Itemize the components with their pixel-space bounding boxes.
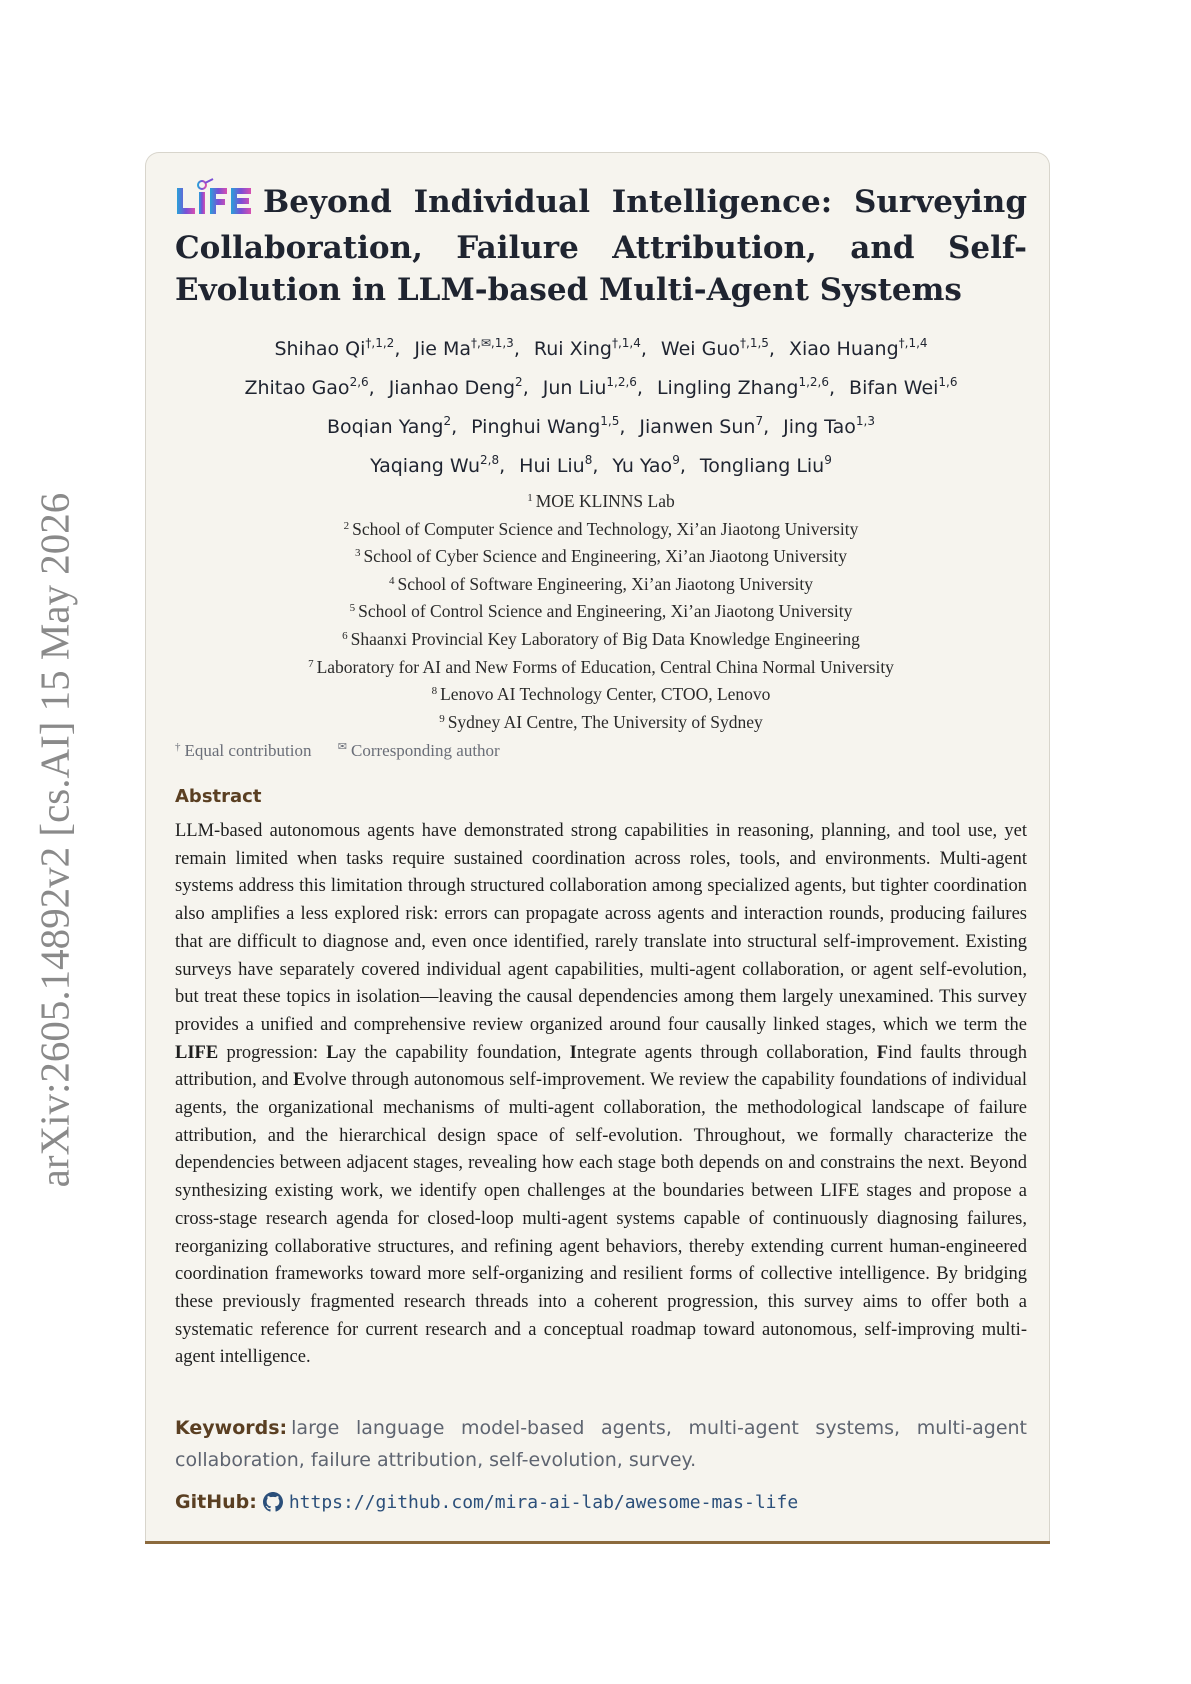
affiliation xyxy=(175,654,1027,682)
github-icon xyxy=(263,1492,283,1512)
author: Hui Liu$^8$, xyxy=(519,453,599,477)
affiliation-number: 3 xyxy=(354,547,361,560)
author xyxy=(849,369,957,408)
author-name: Rui Xing xyxy=(533,338,612,360)
author: Jie $Ma^{\dagger,✉,1,3}$, xyxy=(414,336,520,360)
author: Jun Liu$^{1,2,6}$, xyxy=(542,375,643,399)
affiliation-number: 2 xyxy=(343,519,350,532)
arxiv-stamp-text: arXiv:2605.14892v2 [cs.AI] 15 May 2026 xyxy=(31,492,77,1188)
affiliation-text: School of Computer Science and Technology, Xi’an Jiaotong University xyxy=(352,518,859,539)
author-name: Pinghui Wang xyxy=(471,416,601,438)
author-name: Lingling Zhang xyxy=(656,377,799,399)
affiliation xyxy=(175,571,1027,599)
affiliation-number: 8 xyxy=(431,685,438,698)
affiliation-number: 5 xyxy=(349,602,356,615)
keywords-text: large language model-based agents, multi-agent systems, multi-agent collaboration, failure attribution, self-evolution, survey. xyxy=(175,1417,1027,1471)
author-affiliation-marks: 1,6 xyxy=(938,375,958,389)
abstract-body: LLM-based autonomous agents have demonstrated strong capabilities in reasoning, planning, and tool use, yet remain limited when tasks require sustained coordination across roles, tools, and environments. Multi-agent systems address this limitation through structured collaboration among specialized agents, but tighter coordination also amplifies a less explored risk: errors can propagate across agents and interaction rounds, producing failures that are difficult to diagnose and, even once identified, rarely translate into structural self-improvement. Existing surveys have separately covered individual agent capabilities, multi-agent collaboration, or agent self-evolution, but treat these topics in isolation—leaving the causal dependencies among them largely unexamined. This survey provides a unified and comprehensive review organized around four causally linked stages, which we term the LIFE progression: Lay the capability foundation, Integrate agents through collaboration, Find faults through attribution, and Evolve through autonomous self-improvement. We review the capability foundations of individual agents, the organizational mechanisms of multi-agent collaboration, the methodological landscape of failure attribution, and the hierarchical design space of self-evolution. Throughout, we formally characterize the dependencies between adjacent stages, revealing how each stage both depends on and constrains the next. Beyond synthesizing existing work, we identify open challenges at the boundaries between LIFE stages and propose a cross-stage research agenda for closed-loop multi-agent systems capable of continuously diagnosing failures, reorganizing collaborative structures, and refining agent behaviors, thereby extending current human-engineered coordination frameworks toward more self-organizing and resilient forms of collective intelligence. By bridging these previously fragmented research threads into a coherent progression, this survey aims to offer both a systematic reference for current research and a conceptual roadmap toward autonomous, self-improving multi-agent intelligence. xyxy=(175,821,1027,1368)
author-name: Zhitao Gao xyxy=(244,377,350,399)
author: Pinghui Wang$^{1,5}$, xyxy=(471,414,626,438)
paper-title-text: Beyond Individual Intelligence: Surveying Collaboration, Failure Attribution, and Self-Evolution in LLM-based Multi-Agent Systems xyxy=(175,184,1027,308)
abstract-heading: Abstract xyxy=(175,786,262,807)
author-affiliation-marks: 2,8 xyxy=(480,453,500,467)
author-row xyxy=(175,447,1027,486)
affiliation xyxy=(175,488,1027,516)
author-affiliation-marks: †,1,5 xyxy=(740,336,769,350)
author-name: Boqian Yang xyxy=(326,416,444,438)
author-affiliation-marks: 9 xyxy=(672,453,680,467)
author-affiliation-marks: 1,2,6 xyxy=(798,375,829,389)
affiliation-number: 7 xyxy=(308,657,314,670)
paper-title xyxy=(175,178,1027,311)
affiliation-number: 1 xyxy=(527,492,533,504)
author-affiliation-marks: 1,2,6 xyxy=(606,375,637,389)
author xyxy=(783,408,875,447)
affiliation-text: School of Software Engineering, Xi’an Jiaotong University xyxy=(397,573,814,594)
author: Rui Xing$^{\dagger,1,4}$, xyxy=(533,336,647,360)
affiliation xyxy=(175,543,1027,571)
author-name: Jie Ma xyxy=(414,338,472,360)
author: Zhitao Gao$^{2,6}$, xyxy=(244,375,375,399)
author-name: Jianwen Sun xyxy=(639,416,756,438)
author-row xyxy=(175,330,1027,369)
github-line xyxy=(175,1491,798,1513)
author-affiliation-marks: 1,5 xyxy=(600,414,620,428)
affiliation xyxy=(175,516,1027,544)
author-name: Tongliang Liu xyxy=(699,455,825,477)
affiliation xyxy=(175,598,1027,626)
author-affiliation-marks: 7 xyxy=(755,414,764,428)
author: Boqian Yang$^2$, xyxy=(326,414,458,438)
keywords-label: Keywords: xyxy=(175,1417,288,1439)
equal-contribution-note: † Equal contribution xyxy=(175,741,312,760)
keywords xyxy=(175,1412,1027,1476)
author-name: Jun Liu xyxy=(542,377,607,399)
corresponding-author-note: ✉ Corresponding author xyxy=(337,741,500,760)
life-term: LIFE xyxy=(175,1042,219,1063)
author-affiliation-marks: †,1,2 xyxy=(365,336,395,350)
author-name: Jianhao Deng xyxy=(388,377,516,399)
affiliation-list xyxy=(175,488,1027,736)
affiliation-text: School of Control Science and Engineering, Xi’an Jiaotong University xyxy=(358,601,853,622)
author-affiliation-marks: †,1,4 xyxy=(898,336,928,350)
author-name: Shihao Qi xyxy=(274,338,366,360)
github-label: GitHub: xyxy=(175,1491,257,1513)
affiliation-text: School of Cyber Science and Engineering, Xi’an Jiaotong University xyxy=(363,546,848,567)
affiliation xyxy=(175,626,1027,654)
author-list xyxy=(175,330,1027,486)
github-link[interactable]: https://github.com/mira-ai-lab/awesome-mas-life xyxy=(288,1491,799,1513)
author-name: Yaqiang Wu xyxy=(370,455,481,477)
author-name: Bifan Wei xyxy=(849,377,939,399)
author-name: Jing Tao xyxy=(783,416,856,438)
author-affiliation-marks: 2 xyxy=(443,414,452,428)
life-logo-icon xyxy=(175,178,255,216)
author: Jianhao Deng$^2$, xyxy=(388,375,529,399)
affiliation-number: 4 xyxy=(388,574,395,587)
affiliation-text: MOE KLINNS Lab xyxy=(535,491,675,511)
author: Shihao $Qi^{\dagger,1,2}$, xyxy=(274,336,401,360)
affiliation-text: Laboratory for AI and New Forms of Education, Central China Normal University xyxy=(316,656,894,677)
affiliation-text: Lenovo AI Technology Center, CTOO, Lenovo xyxy=(440,684,771,705)
affiliation xyxy=(175,681,1027,709)
affiliation-text: Shaanxi Provincial Key Laboratory of Big Data Knowledge Engineering xyxy=(350,628,860,649)
author-row xyxy=(175,369,1027,408)
author-affiliation-marks: 2 xyxy=(515,375,523,389)
author: Yu Yao$^9$, xyxy=(612,453,686,477)
affiliation xyxy=(175,709,1027,737)
author-row xyxy=(175,408,1027,447)
card-bottom-rule xyxy=(145,1541,1050,1544)
author: Lingling Zhang$^{1,2,6}$, xyxy=(656,375,836,399)
author-affiliation-marks: †,1,4 xyxy=(611,336,641,350)
arxiv-stamp xyxy=(18,470,90,1210)
author-affiliation-marks: 2,6 xyxy=(349,375,369,389)
footnote-marks xyxy=(175,740,522,761)
author: Wei Guo$^{\dagger,1,5}$, xyxy=(660,336,775,360)
author: Yaqiang Wu$^{2,8}$, xyxy=(370,453,506,477)
affiliation-number: 9 xyxy=(439,712,445,725)
author-affiliation-marks: 9 xyxy=(824,453,832,467)
author xyxy=(789,330,928,369)
affiliation-text: Sydney AI Centre, The University of Sydney xyxy=(447,711,763,732)
author-affiliation-marks: 1,3 xyxy=(855,414,875,428)
author-name: Xiao Huang xyxy=(788,338,899,360)
affiliation-number: 6 xyxy=(342,629,348,642)
author: Jianwen Sun$^7$, xyxy=(639,414,770,438)
author-affiliation-marks: 8 xyxy=(584,453,593,467)
author-name: Hui Liu xyxy=(519,455,585,477)
author-affiliation-marks: †,✉,1,3 xyxy=(471,336,514,350)
life-logo xyxy=(175,178,255,227)
author xyxy=(700,447,832,486)
author-name: Yu Yao xyxy=(612,455,673,477)
author-name: Wei Guo xyxy=(660,338,740,360)
